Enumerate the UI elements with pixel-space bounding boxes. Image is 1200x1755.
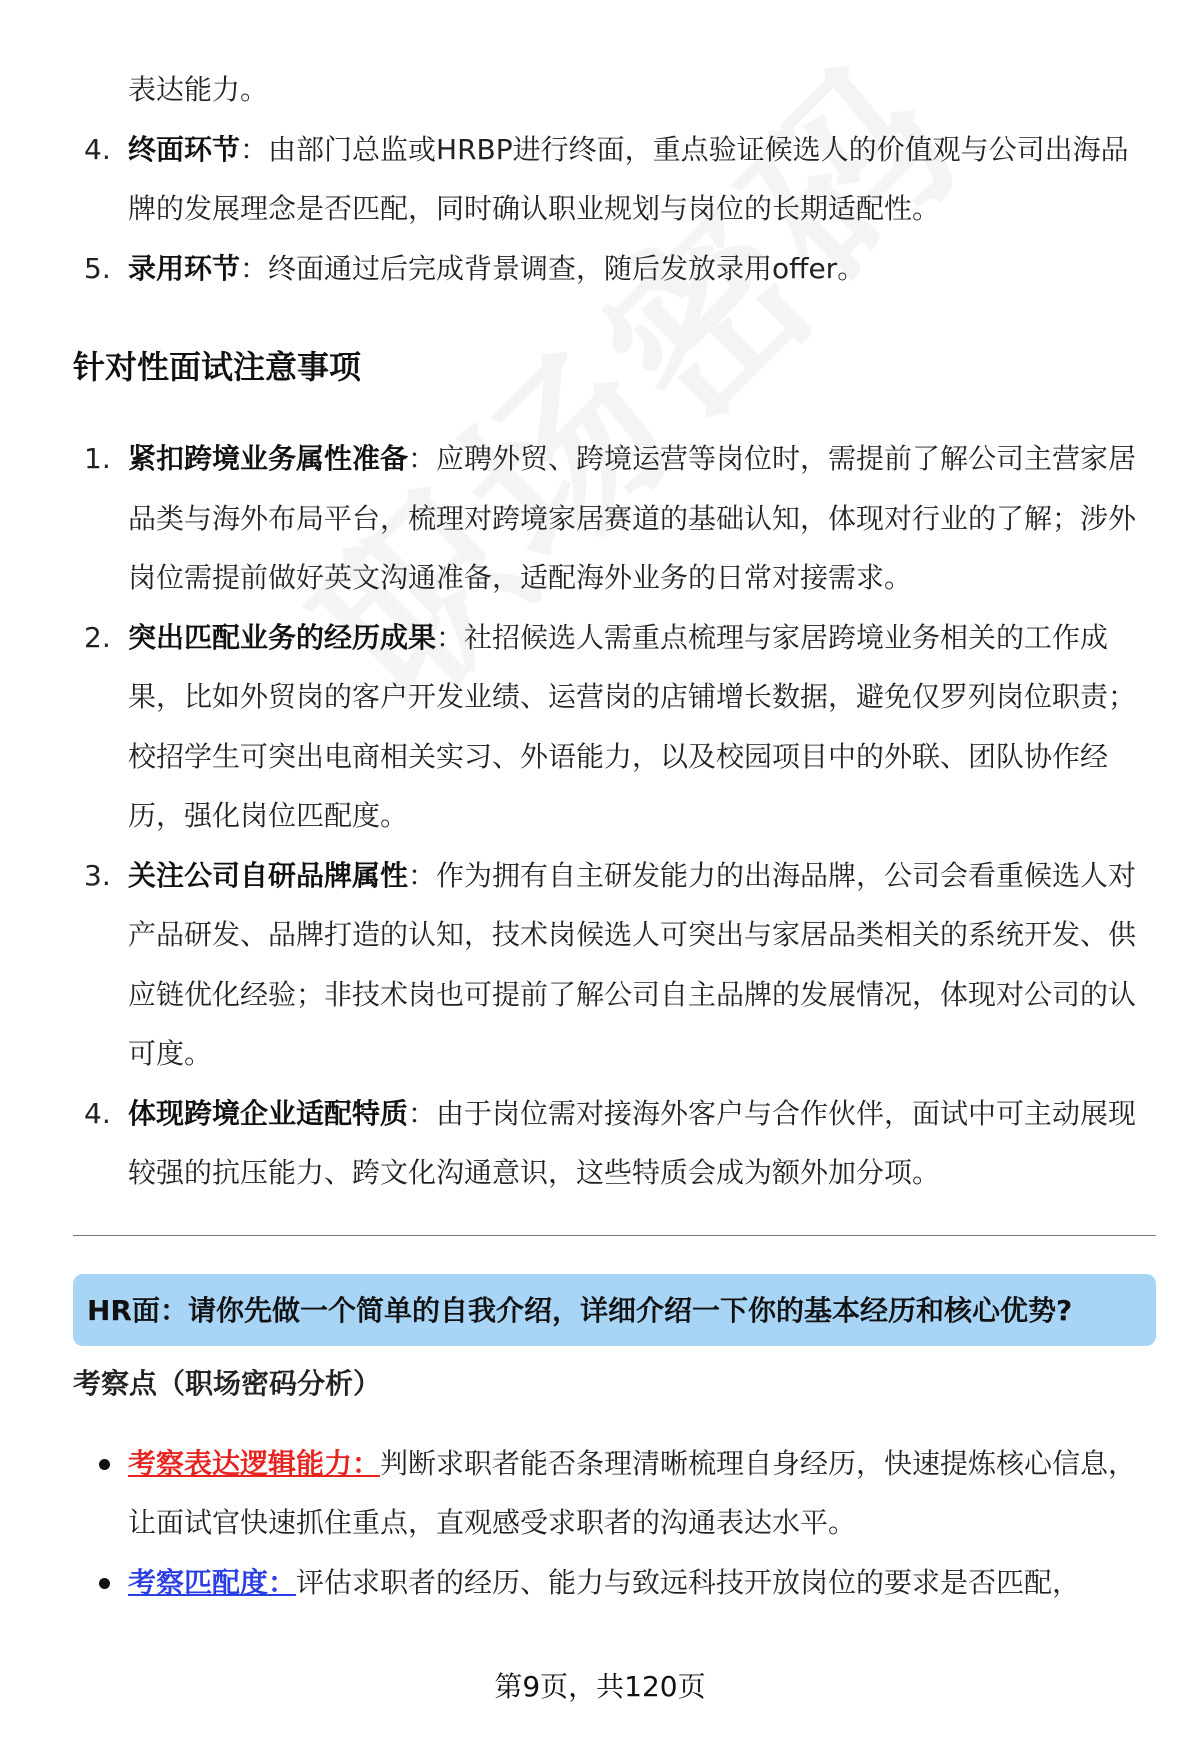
analysis-title: 考察点（职场密码分析）	[73, 1366, 382, 1400]
list-item	[73, 1434, 1156, 1553]
item-label: 关注公司自研品牌属性	[128, 858, 409, 892]
item-number: 2.	[84, 620, 111, 654]
item-separator: ：	[408, 1096, 437, 1130]
list-item	[73, 608, 1156, 846]
page-footer: 第9页，共120页	[494, 1670, 706, 1703]
item-text: 由于岗位需对接海外客户与合作伙伴，面试中可主动展现较强的抗压能力、跨文化沟通意识，这些特质会成为额外加分项。	[128, 1096, 1137, 1189]
item-label: 终面环节	[128, 132, 241, 166]
item-number: 4.	[84, 132, 111, 166]
item-label: 体现跨境企业适配特质	[128, 1096, 409, 1130]
item-text: 作为拥有自主研发能力的出海品牌，公司会看重候选人对产品研发、品牌打造的认知，技术岗候选人可突出与家居品类相关的系统开发、供应链优化经验；非技术岗也可提前了解公司自主品牌的发展情况，体现对公司的认可度。	[128, 858, 1137, 1070]
item-separator: ：	[436, 620, 465, 654]
item-text: 应聘外贸、跨境运营等岗位时，需提前了解公司主营家居品类与海外布局平台，梳理对跨境家居赛道的基础认知，体现对行业的了解；涉外岗位需提前做好英文沟通准备，适配海外业务的日常对接需求。	[128, 442, 1137, 594]
list-item	[73, 1084, 1156, 1203]
list-item	[73, 120, 1156, 239]
item-number: 4.	[84, 1096, 111, 1130]
item-label: 录用环节	[128, 251, 241, 285]
section-divider	[73, 1235, 1156, 1236]
item-separator: ：	[240, 251, 269, 285]
item-text: 社招候选人需重点梳理与家居跨境业务相关的工作成果，比如外贸岗的客户开发业绩、运营岗的店铺增长数据，避免仅罗列岗位职责；校招学生可突出电商相关实习、外语能力，以及校园项目中的外联、团队协作经历，强化岗位匹配度。	[128, 620, 1137, 832]
analysis-list	[73, 1434, 1156, 1613]
item-number: 1.	[84, 442, 111, 475]
process-list	[73, 120, 1156, 299]
item-separator: ：	[408, 442, 437, 475]
continuation-text: 表达能力。	[128, 73, 269, 106]
item-text: 由部门总监或HRBP进行终面，重点验证候选人的价值观与公司出海品牌的发展理念是否匹配，同时确认职业规划与岗位的长期适配性。	[128, 132, 1129, 225]
item-label: 突出匹配业务的经历成果	[128, 620, 437, 654]
list-item	[73, 239, 1156, 299]
point-text: 判断求职者能否条理清晰梳理自身经历，快速提炼核心信息，让面试官快速抓住重点，直观感受求职者的沟通表达水平。	[128, 1446, 1137, 1539]
page-content	[73, 60, 1156, 1612]
list-item	[73, 1553, 1156, 1613]
bullet-icon	[99, 1578, 110, 1589]
item-number: 3.	[84, 858, 111, 892]
item-text: 终面通过后完成背景调查，随后发放录用offer。	[268, 251, 866, 285]
bullet-icon	[99, 1459, 110, 1470]
section-title: 针对性面试注意事项	[73, 348, 362, 386]
point-label: 考察表达逻辑能力：	[128, 1446, 381, 1480]
tips-list	[73, 429, 1156, 1203]
item-number: 5.	[84, 251, 111, 285]
point-label: 考察匹配度：	[128, 1565, 297, 1599]
list-item	[73, 846, 1156, 1084]
point-text: 评估求职者的经历、能力与致远科技开放岗位的要求是否匹配，	[296, 1565, 1081, 1599]
question-box: HR面：请你先做一个简单的自我介绍，详细介绍一下你的基本经历和核心优势?	[73, 1274, 1156, 1346]
item-label: 紧扣跨境业务属性准备	[128, 442, 409, 475]
item-separator: ：	[240, 132, 269, 166]
item-separator: ：	[408, 858, 437, 892]
list-item	[73, 429, 1156, 608]
